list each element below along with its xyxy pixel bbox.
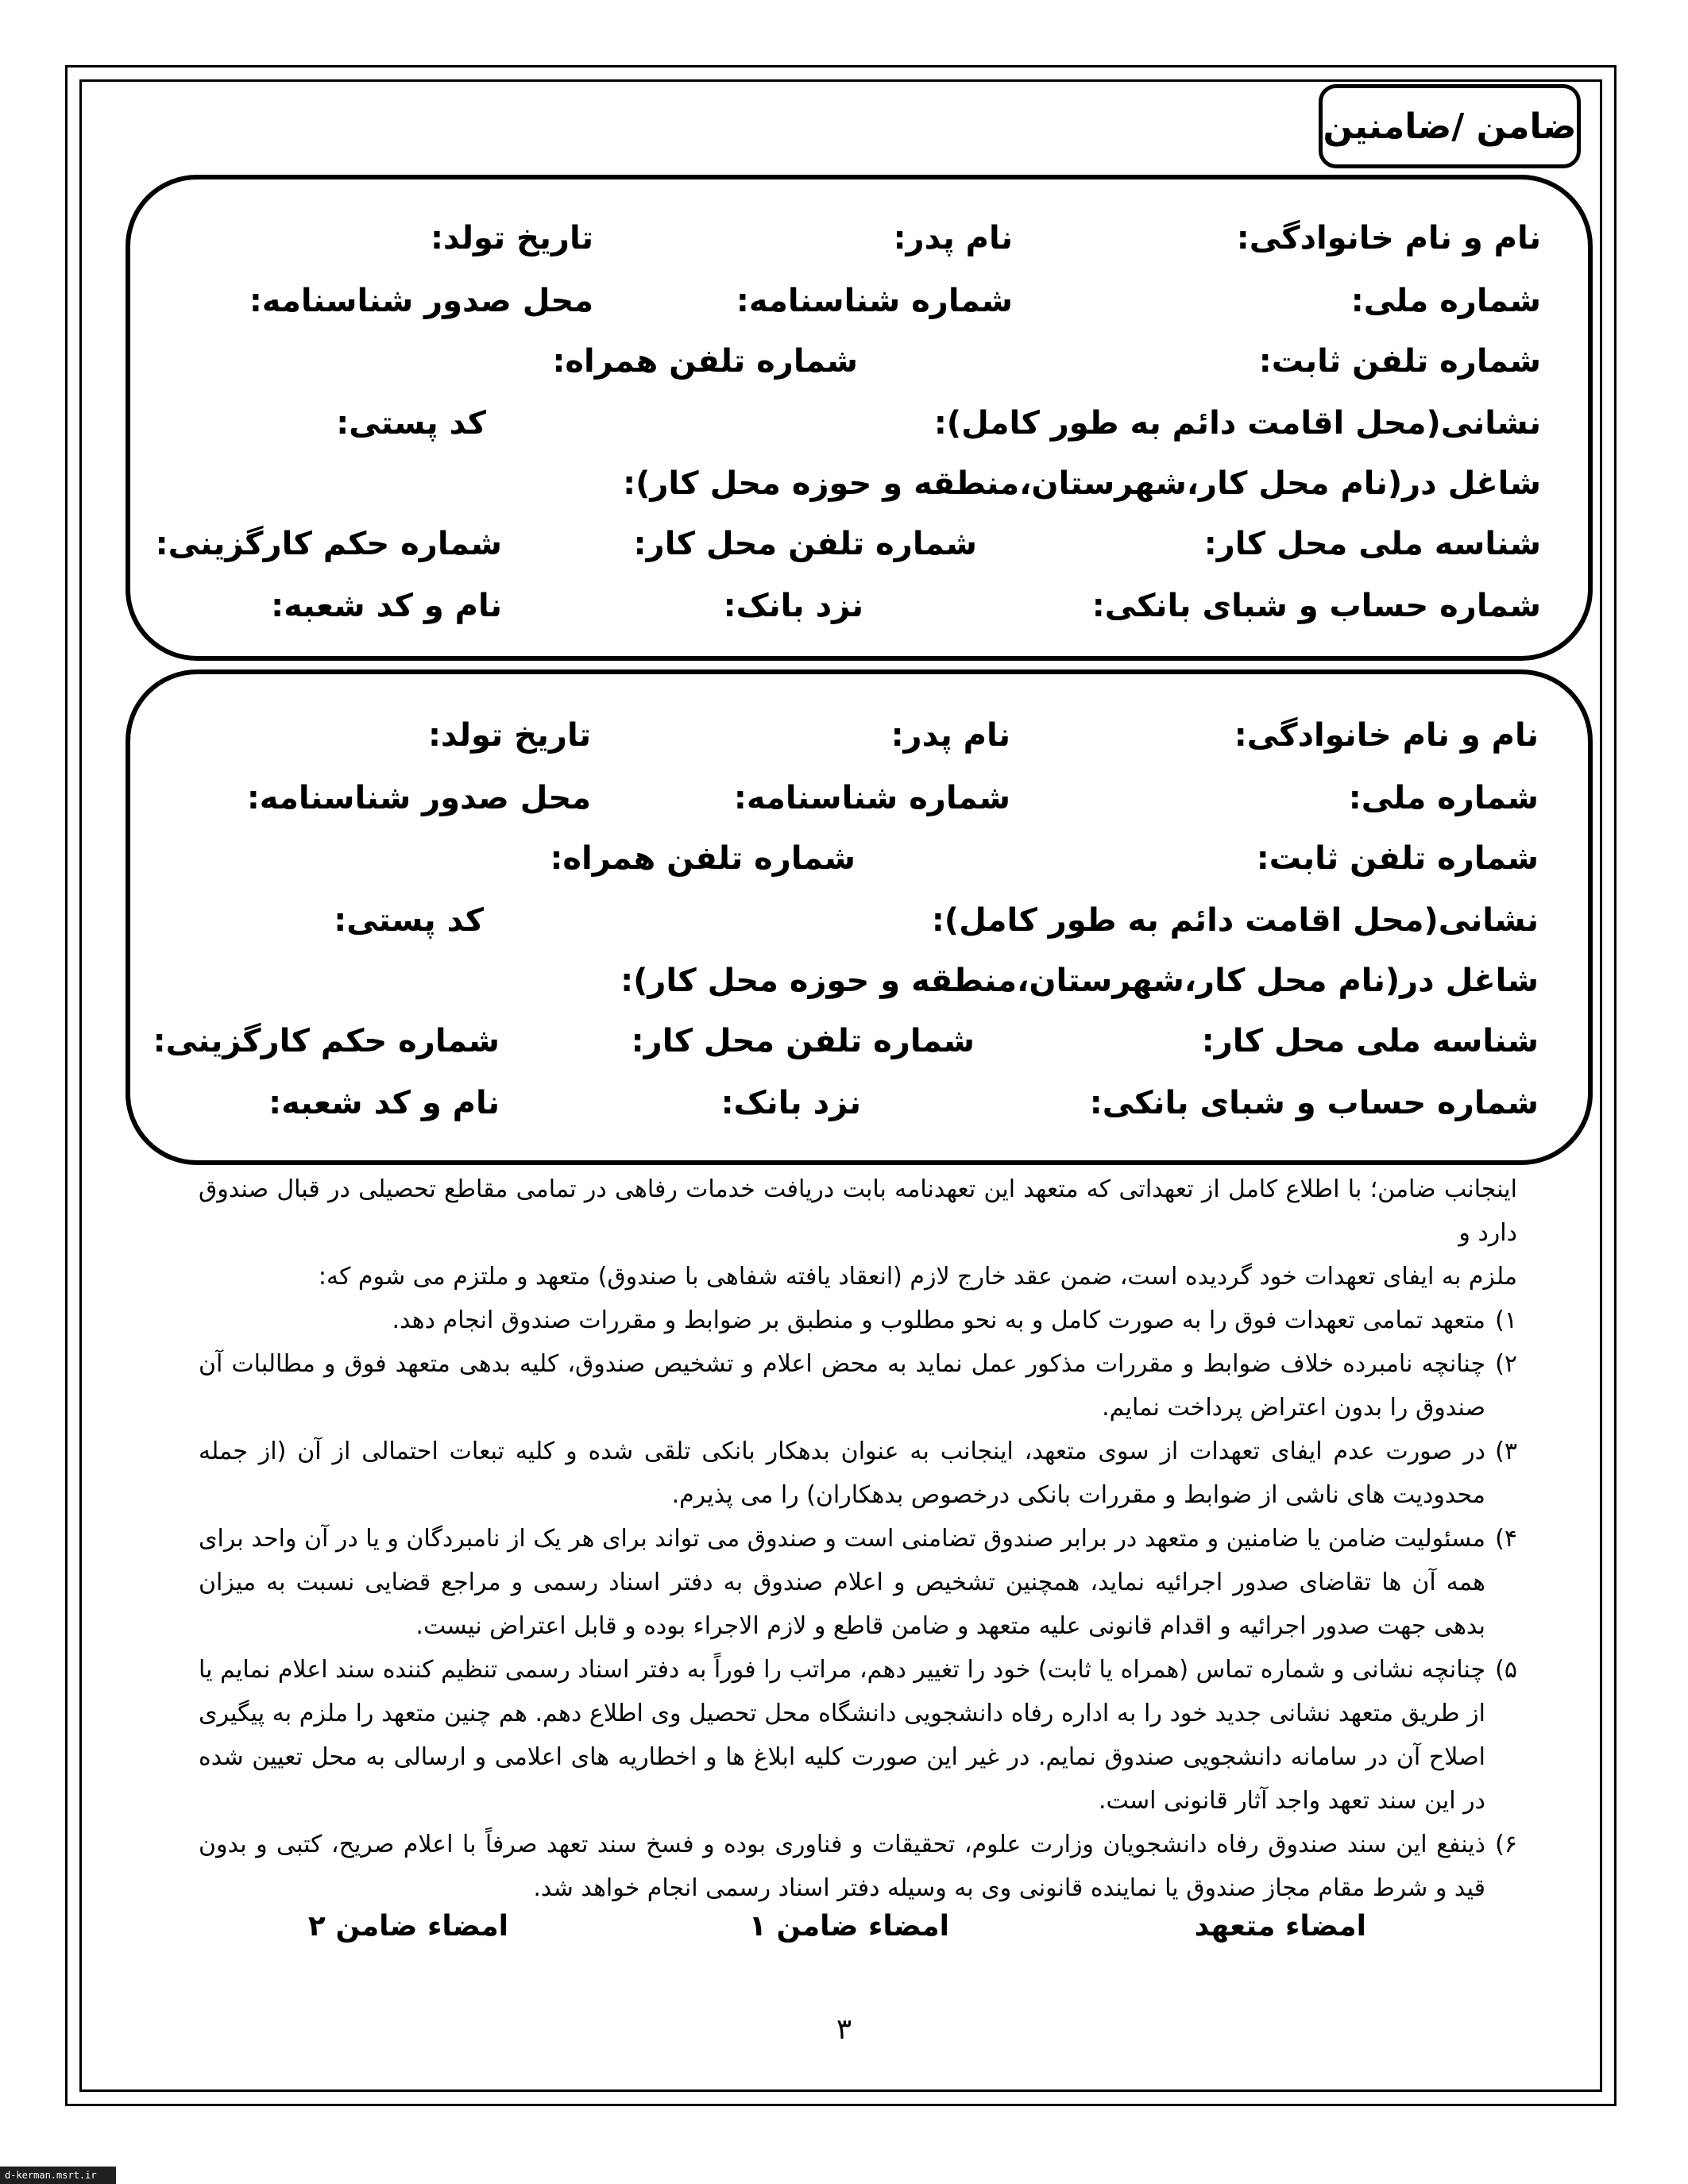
clause-text: ذینفع این سند صندوق رفاه دانشجویان وزارت علوم، تحقیقات و فناوری بوده و فسخ سند تعهد صرفاً با اعلام صریح، کتبی و بدون قید و شرط مقام مجاز صندوق یا نماینده قانونی وی به وسیله دفتر اسناد رسمی انجام خواهد شد. [199,1831,1485,1902]
page-number: ۳ [836,2013,852,2046]
g2-mobile-label: شماره تلفن همراه: [550,840,856,877]
g2-employment-order-label: شماره حکم کارگزینی: [153,1023,500,1059]
g1-national-id-label: شماره ملی: [1350,283,1541,319]
clause-item [199,1648,1517,1823]
g2-landline-label: شماره تلفن ثابت: [1256,840,1539,877]
g1-mobile-label: شماره تلفن همراه: [552,343,858,380]
clause-text: مسئولیت ضامن یا ضامنین و متعهد در برابر صندوق تضامنی است و صندوق می تواند برای هر یک از نامبردگان و یا در آن واحد برای همه آن ها تقاضای صدور اجرائیه نماید، همچنین تشخیص و اعلام صندوق به دفتر اسناد رسمی و مراجع قضایی نسبت به میزان بدهی جهت صدور اجرائیه و اقدام قانونی علیه متعهد و ضامن قاطع و لازم الاجراء بوده و قابل اعتراض نیست. [199,1525,1485,1640]
g2-birth-date-label: تاریخ تولد: [427,717,591,754]
g2-full-name-label: نام و نام خانوادگی: [1234,717,1539,754]
g2-id-issue-place-label: محل صدور شناسنامه: [246,780,591,816]
g2-branch-label: نام و کد شعبه: [268,1085,500,1121]
g2-employed-at-label: شاغل در(نام محل کار،شهرستان،منطقه و حوزه محل کار): [620,963,1539,999]
g1-address-label: نشانی(محل اقامت دائم به طور کامل): [933,405,1541,442]
g2-address-label: نشانی(محل اقامت دائم به طور کامل): [931,902,1539,939]
g1-full-name-label: نام و نام خانوادگی: [1236,220,1541,257]
g2-postal-code-label: کد پستی: [334,902,484,939]
clause-number: ۶) [1495,1831,1517,1858]
g1-account-sheba-label: شماره حساب و شبای بانکی: [1091,588,1541,624]
clause-text: در صورت عدم ایفای تعهدات از سوی متعهد، اینجانب به عنوان بدهکار بانکی تلقی شده و کلیه تبعات احتمالی از آن (از جمله محدودیت های ناشی از ضوابط و مقررات بانکی درخصوص بدهکاران) را می پذیرم. [199,1437,1485,1509]
g1-employment-order-label: شماره حکم کارگزینی: [155,526,502,562]
clause-text: متعهد تمامی تعهدات فوق را به صورت کامل و به نحو مطلوب و منطبق بر ضوابط و مقررات صندوق انجام دهد. [392,1306,1485,1334]
g2-bank-label: نزد بانک: [720,1085,861,1121]
clause-item [199,1342,1517,1430]
g1-workplace-national-id-label: شناسه ملی محل کار: [1203,526,1541,562]
g1-father-name-label: نام پدر: [893,220,1013,257]
obligor-signature-label: امضاء متعهد [1194,1910,1366,1943]
clause-text: چنانچه نامبرده خلاف ضوابط و مقررات مذکور عمل نماید به محض اعلام و تشخیص صندوق، کلیه بدهی متعهد فوق و مطالبات آن صندوق را بدون اعتراض پرداخت نمایم. [199,1350,1485,1422]
g1-postal-code-label: کد پستی: [336,405,486,442]
clause-item [199,1517,1517,1648]
commitment-text [199,1167,1517,1910]
intro-line-1: اینجانب ضامن؛ با اطلاع کامل از تعهداتی که متعهد این تعهدنامه بابت دریافت خدمات رفاهی در تمامی مقاطع تحصیلی در قبال صندوق دارد و [199,1175,1517,1247]
clause-item [199,1298,1517,1342]
g2-national-id-label: شماره ملی: [1348,780,1539,816]
clause-item [199,1823,1517,1910]
site-watermark: d-kerman.msrt.ir [0,2167,116,2184]
guarantor-1-signature-label: امضاء ضامن ۱ [748,1910,949,1943]
g2-id-number-label: شماره شناسنامه: [733,780,1010,816]
g2-father-name-label: نام پدر: [890,717,1010,754]
g1-landline-label: شماره تلفن ثابت: [1258,343,1541,380]
g2-workplace-national-id-label: شناسه ملی محل کار: [1201,1023,1539,1059]
guarantor-2-signature-label: امضاء ضامن ۲ [307,1910,508,1943]
section-title: ضامن /ضامنین [1319,84,1581,168]
intro-line-2: ملزم به ایفای تعهدات خود گردیده است، ضمن عقد خارج لازم (انعقاد یافته شفاهی با صندوق) متعهد و ملتزم می شوم که: [318,1263,1517,1291]
g1-workplace-phone-label: شماره تلفن محل کار: [633,526,977,562]
g1-id-number-label: شماره شناسنامه: [736,283,1013,319]
g1-branch-label: نام و کد شعبه: [271,588,502,624]
g1-id-issue-place-label: محل صدور شناسنامه: [249,283,593,319]
clause-item [199,1430,1517,1517]
g1-bank-label: نزد بانک: [723,588,863,624]
g2-workplace-phone-label: شماره تلفن محل کار: [631,1023,975,1059]
clause-number: ۱) [1495,1306,1517,1334]
g1-birth-date-label: تاریخ تولد: [430,220,593,257]
g2-account-sheba-label: شماره حساب و شبای بانکی: [1089,1085,1539,1121]
clause-number: ۴) [1495,1525,1517,1553]
clause-number: ۲) [1495,1350,1517,1378]
clause-text: چنانچه نشانی و شماره تماس (همراه یا ثابت) خود را تغییر دهم، مراتب را فوراً به دفتر اسناد رسمی تنظیم کننده سند اعلام نمایم یا از طریق متعهد نشانی جدید خود را به اداره رفاه دانشجویی دانشگاه محل تحصیل وی اطلاع دهم. هم چنین متعهد را ملزم به پیگیری اصلاح آن در سامانه دانشجویی صندوق نمایم. در غیر این صورت کلیه ابلاغ ها و اخطاریه های اعلامی و ارسالی به محل تعیین شده در این سند تعهد واجد آثار قانونی است. [199,1656,1485,1815]
clause-number: ۳) [1495,1437,1517,1465]
clause-number: ۵) [1495,1656,1517,1684]
g1-employed-at-label: شاغل در(نام محل کار،شهرستان،منطقه و حوزه محل کار): [623,465,1541,502]
